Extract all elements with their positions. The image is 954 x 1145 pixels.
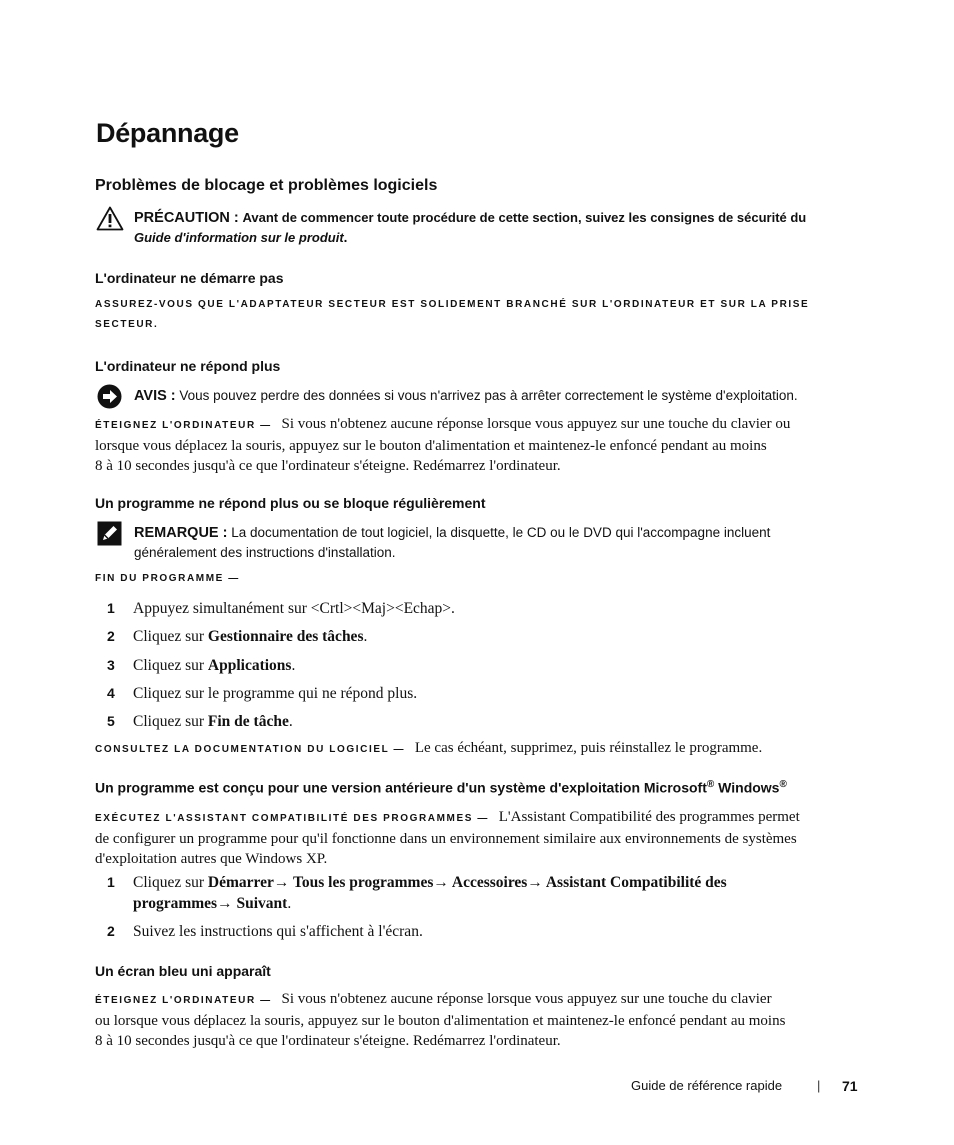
- s4-step1-end: .: [287, 895, 292, 912]
- s2-line1: Si vous n'obtenez aucune réponse lorsque vous appuyez sur une touche du clavier ou: [281, 416, 791, 432]
- arrow-1: →: [273, 874, 290, 891]
- s4-step2-text: Suivez les instructions qui s'affichent à l'écran.: [133, 923, 423, 940]
- s4-lead: EXÉCUTEZ L'ASSISTANT COMPATIBILITÉ DES PROGRAMMES —: [95, 813, 489, 824]
- s1-line2: SECTEUR.: [95, 319, 159, 330]
- remark-label: REMARQUE :: [134, 525, 228, 541]
- menu-demarrer: Démarrer: [207, 874, 274, 891]
- s4-paragraph: [95, 807, 859, 869]
- s3-step-number: 1: [107, 600, 115, 616]
- s3-step-text: [133, 626, 853, 647]
- arrow-2: →: [433, 874, 449, 891]
- menu-assistant: Assistant Compatibilité des: [542, 874, 727, 891]
- notice-text: Vous pouvez perdre des données si vous n'arrivez pas à arrêter correctement le système d'exploitation.: [179, 388, 798, 403]
- s5-paragraph: [95, 989, 859, 1051]
- s3-text2: Le cas échéant, supprimez, puis réinstallez le programme.: [414, 740, 763, 756]
- s4-heading-pre: Un programme est conçu pour une version antérieure d'un système d'exploitation Microsoft: [95, 779, 707, 796]
- s4-line2: de configurer un programme pour qu'il fonctionne dans un environnement similaire aux environnements de systèmes: [95, 831, 797, 847]
- arrow-3: →: [527, 874, 543, 891]
- s3-step-bold: Applications: [207, 657, 292, 674]
- remark-line2: généralement des instructions d'installation.: [134, 545, 396, 560]
- s3-paragraph2: [95, 738, 859, 760]
- s3-step-number: 4: [107, 685, 115, 701]
- s3-step-pre: Appuyez simultanément sur <Crtl><Maj><Echap>.: [133, 600, 455, 617]
- registered-mark: ®: [706, 779, 715, 790]
- caution-label: PRÉCAUTION :: [134, 210, 239, 226]
- remark-line1: La documentation de tout logiciel, la disquette, le CD ou le DVD qui l'accompagne incluent: [231, 525, 771, 540]
- s5-line1: Si vous n'obtenez aucune réponse lorsque vous appuyez sur une touche du clavier: [281, 991, 772, 1007]
- caution-note: [134, 208, 854, 248]
- s4-line1: L'Assistant Compatibilité des programmes permet: [498, 809, 800, 825]
- s3-step-text: [133, 683, 853, 704]
- s4-step1-text: [133, 872, 853, 914]
- s3-step-text: [133, 598, 853, 619]
- s5-lead: ÉTEIGNEZ L'ORDINATEUR —: [95, 995, 272, 1006]
- notice-arrow-icon: [97, 384, 122, 409]
- s3-step-post: .: [363, 628, 368, 645]
- heading-legacy-program: [95, 779, 787, 796]
- button-suivant: Suivant: [232, 895, 288, 912]
- notice-label: AVIS :: [134, 388, 176, 404]
- pencil-note-icon: [97, 521, 122, 546]
- s3-step-number: 2: [107, 628, 115, 644]
- menu-tous-les-programmes: Tous les programmes: [289, 874, 434, 891]
- s3-lead2: CONSULTEZ LA DOCUMENTATION DU LOGICIEL —: [95, 744, 406, 755]
- s3-step-pre: Cliquez sur: [133, 657, 208, 674]
- s3-step-bold: Fin de tâche: [207, 713, 289, 730]
- s3-step-pre: Cliquez sur: [133, 628, 208, 645]
- s3-step-bold: Gestionnaire des tâches: [207, 628, 364, 645]
- s2-paragraph: [95, 414, 859, 476]
- s3-step-text: [133, 655, 853, 676]
- s2-line3: 8 à 10 secondes jusqu'à ce que l'ordinateur s'éteigne. Redémarrez l'ordinateur.: [95, 458, 561, 474]
- heading-no-start: L'ordinateur ne démarre pas: [95, 270, 284, 286]
- s3-step-number: 3: [107, 657, 115, 673]
- s3-lead: FIN DU PROGRAMME —: [95, 573, 240, 584]
- s3-step-pre: Cliquez sur le programme qui ne répond plus.: [133, 685, 418, 702]
- heading-blue-screen: Un écran bleu uni apparaît: [95, 963, 271, 979]
- s5-line2: ou lorsque vous déplacez la souris, appuyez sur le bouton d'alimentation et maintenez-le enfoncé pendant au moins: [95, 1013, 786, 1029]
- arrow-4: →: [217, 895, 233, 912]
- caution-text: Avant de commencer toute procédure de cette section, suivez les consignes de sécurité du: [242, 210, 807, 225]
- registered-mark-2: ®: [779, 779, 787, 790]
- menu-accessoires: Accessoires: [448, 874, 528, 891]
- menu-programmes: programmes: [133, 895, 218, 912]
- s3-step-post: .: [291, 657, 296, 674]
- footer-guide: Guide de référence rapide: [631, 1078, 783, 1093]
- s3-step-text: [133, 711, 853, 732]
- s4-heading-win: Windows: [714, 779, 780, 796]
- s2-line2: lorsque vous déplacez la souris, appuyez sur le bouton d'alimentation et maintenez-le enfoncé pendant au moins: [95, 438, 767, 454]
- warning-triangle-icon: [96, 206, 124, 231]
- s3-step-pre: Cliquez sur: [133, 713, 208, 730]
- remark-note: [134, 523, 854, 563]
- s3-step-post: .: [288, 713, 293, 730]
- page-number: 71: [842, 1078, 858, 1094]
- heading-not-responding: L'ordinateur ne répond plus: [95, 358, 281, 374]
- s2-lead: ÉTEIGNEZ L'ORDINATEUR —: [95, 420, 272, 431]
- page-title: Dépannage: [96, 118, 239, 148]
- notice-note: [134, 386, 854, 406]
- s3-step-number: 5: [107, 713, 115, 729]
- section-title: Problèmes de blocage et problèmes logiciels: [95, 177, 438, 194]
- s4-step1-pre: Cliquez sur: [133, 874, 208, 891]
- s4-step2-number: 2: [107, 923, 115, 939]
- s4-line3: d'exploitation autres que Windows XP.: [95, 851, 328, 867]
- caution-ref: Guide d'information sur le produit: [134, 230, 344, 245]
- s4-step1-number: 1: [107, 874, 115, 890]
- heading-program-hangs: Un programme ne répond plus ou se bloque régulièrement: [95, 495, 486, 511]
- s5-line3: 8 à 10 secondes jusqu'à ce que l'ordinateur s'éteigne. Redémarrez l'ordinateur.: [95, 1033, 561, 1049]
- footer-separator: |: [817, 1078, 821, 1093]
- caution-end: .: [343, 230, 348, 245]
- s1-line1: ASSUREZ-VOUS QUE L'ADAPTATEUR SECTEUR EST SOLIDEMENT BRANCHÉ SUR L'ORDINATEUR ET SUR LA PRISE: [95, 299, 810, 310]
